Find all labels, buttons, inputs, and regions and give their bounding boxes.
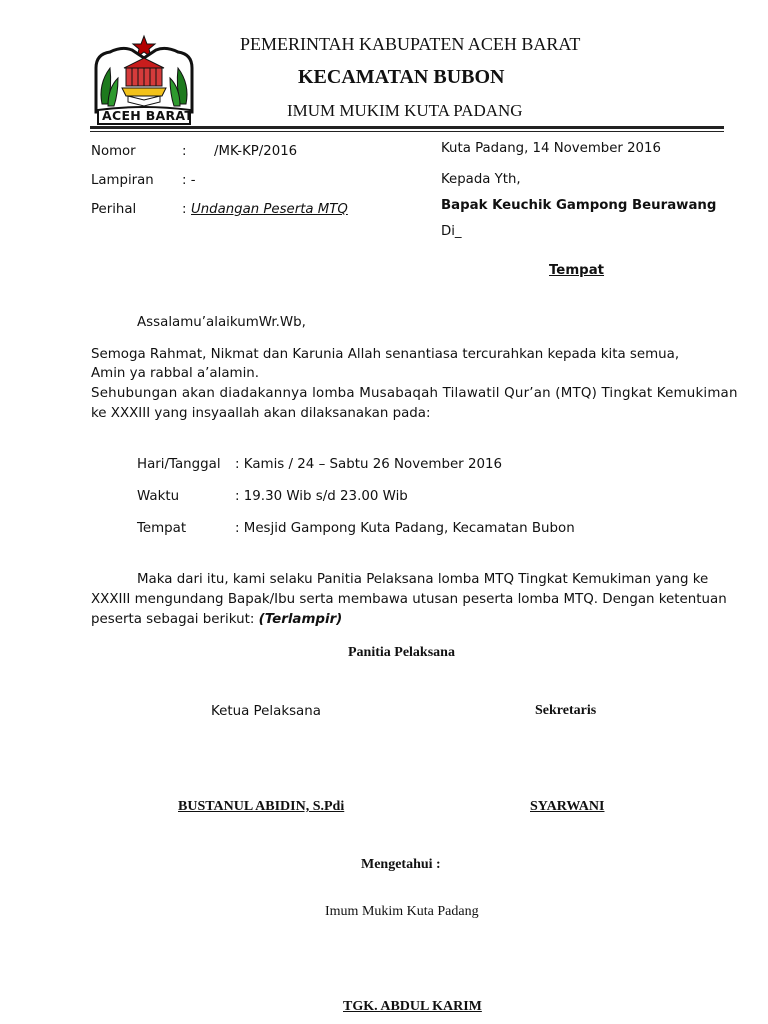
schedule-place-value: : Mesjid Gampong Kuta Padang, Kecamatan Bubon: [235, 521, 575, 536]
secretary-title: Sekretaris: [535, 703, 597, 718]
nomor-label: Nomor: [91, 144, 136, 159]
nomor-separator: :: [182, 144, 187, 159]
recipient-tempat: Tempat: [549, 263, 605, 278]
letterhead-office: IMUM MUKIM KUTA PADANG: [287, 101, 523, 120]
aceh-barat-emblem-logo: [88, 34, 200, 126]
intro-line-3: Sehubungan akan diadakannya lomba Musabaqah Tilawatil Qur’an (MTQ) Tingkat Kemukiman: [91, 386, 738, 401]
letterhead-divider-thin: [90, 131, 724, 132]
greeting: Assalamu’alaikumWr.Wb,: [137, 315, 306, 330]
intro-line-1: Semoga Rahmat, Nikmat dan Karunia Allah senantiasa tercurahkan kepada kita semua,: [91, 347, 680, 362]
intro-line-4: ke XXXIII yang insyaallah akan dilaksanakan pada:: [91, 406, 431, 421]
perihal-value: Undangan Peserta MTQ: [191, 202, 348, 217]
place-date: Kuta Padang, 14 November 2016: [441, 141, 661, 156]
recipient-name: Bapak Keuchik Gampong Beurawang: [441, 198, 717, 213]
schedule-time-value: : 19.30 Wib s/d 23.00 Wib: [235, 489, 408, 504]
perihal-separator: :: [182, 202, 187, 217]
secretary-name: SYARWANI: [530, 799, 605, 814]
acknowledged-name: TGK. ABDUL KARIM: [343, 999, 482, 1014]
closing-line-2: XXXIII mengundang Bapak/Ibu serta membawa utusan peserta lomba MTQ. Dengan ketentuan: [91, 592, 727, 607]
schedule-time-label: Waktu: [137, 489, 180, 504]
committee-heading: Panitia Pelaksana: [348, 645, 455, 660]
schedule-place-label: Tempat: [137, 521, 187, 536]
chair-name: BUSTANUL ABIDIN, S.Pdi: [178, 799, 345, 814]
nomor-value: /MK-KP/2016: [214, 144, 298, 159]
closing-line-1: Maka dari itu, kami selaku Panitia Pelaksana lomba MTQ Tingkat Kemukiman yang ke: [137, 572, 709, 587]
intro-line-2: Amin ya rabbal a’alamin.: [91, 366, 260, 381]
closing-attachment-note: (Terlampir): [258, 612, 343, 627]
schedule-day-label: Hari/Tanggal: [137, 457, 221, 472]
perihal-label: Perihal: [91, 202, 137, 217]
acknowledged-heading: Mengetahui :: [361, 857, 441, 872]
lampiran-value: : -: [182, 173, 196, 188]
closing-line-3-text: peserta sebagai berikut:: [91, 612, 255, 627]
recipient-salutation: Kepada Yth,: [441, 172, 521, 187]
letterhead-government: PEMERINTAH KABUPATEN ACEH BARAT: [240, 34, 581, 54]
letterhead-divider-thick: [90, 126, 724, 129]
logo-label: ACEH BARAT: [102, 108, 194, 123]
chair-title: Ketua Pelaksana: [211, 704, 321, 719]
schedule-day-value: : Kamis / 24 – Sabtu 26 November 2016: [235, 457, 503, 472]
recipient-di: Di_: [441, 224, 462, 239]
acknowledged-title: Imum Mukim Kuta Padang: [325, 904, 479, 919]
lampiran-label: Lampiran: [91, 173, 154, 188]
letterhead-district: KECAMATAN BUBON: [298, 66, 505, 88]
closing-line-3: [91, 612, 342, 627]
